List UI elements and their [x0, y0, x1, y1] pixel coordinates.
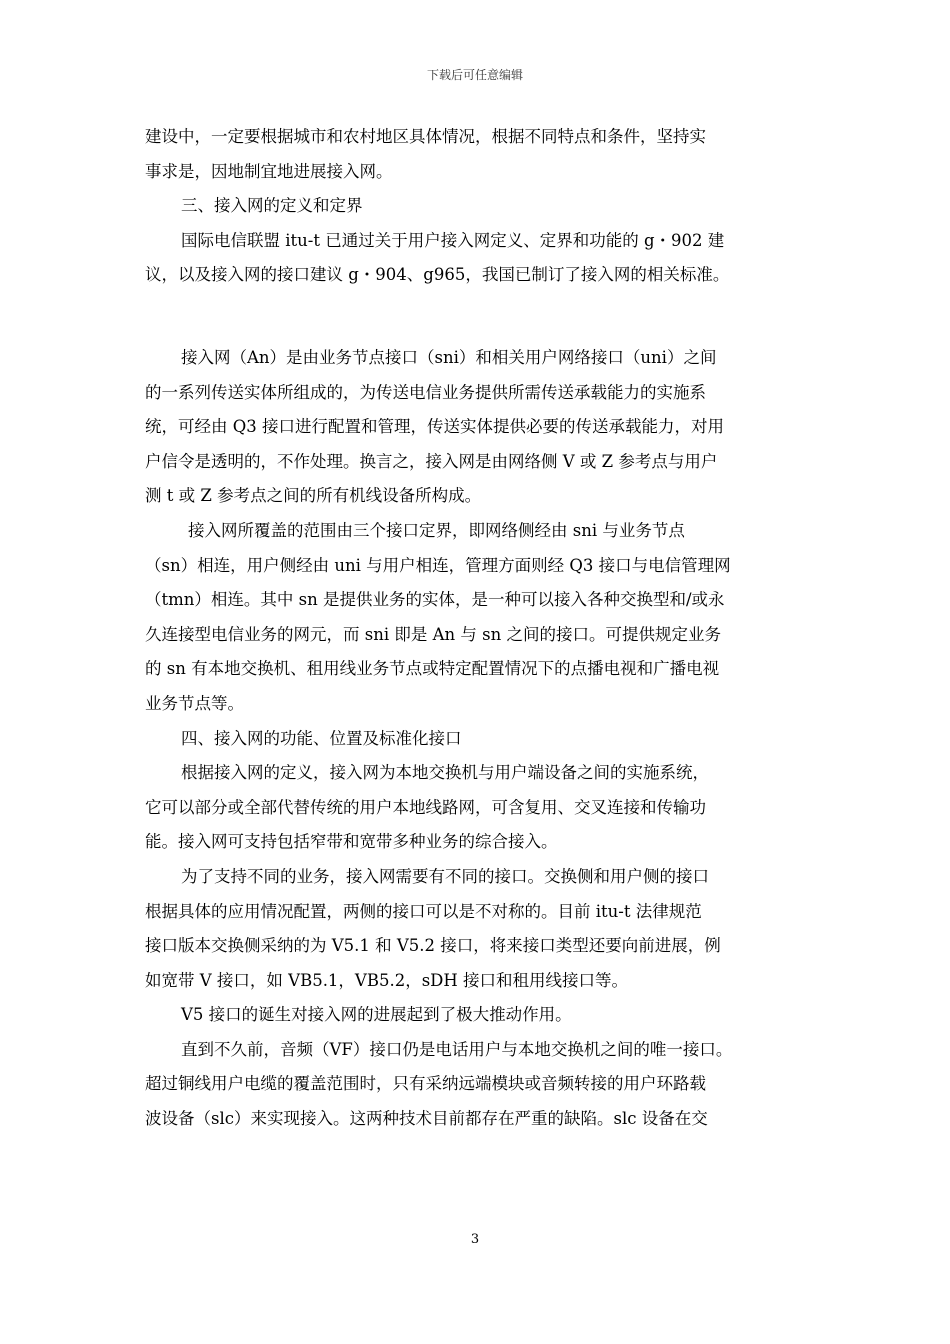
- paragraph-line: 根据接入网的定义，接入网为本地交换机与用户端设备之间的实施系统，: [181, 763, 709, 783]
- paragraph-line: 接入网（An）是由业务节点接口（sni）和相关用户网络接口（uni）之间: [181, 348, 717, 367]
- paragraph-line: 业务节点等。: [145, 693, 244, 713]
- paragraph-line: 建设中，一定要根据城市和农村地区具体情况，根据不同特点和条件，坚持实: [145, 127, 706, 146]
- paragraph-line: 久连接型电信业务的网元，而 sni 即是 An 与 sn 之间的接口。可提供规定业务: [145, 624, 721, 644]
- paragraph-line: 它可以部分或全部代替传统的用户本地线路网，可含复用、交叉连接和传输功: [145, 797, 706, 817]
- paragraph-line: 能。接入网可支持包括窄带和宽带多种业务的综合接入。: [145, 832, 558, 852]
- paragraph-line: 国际电信联盟 itu-t 已通过关于用户接入网定义、定界和功能的 g・902 建: [181, 230, 725, 250]
- paragraph-line: 统，可经由 Q3 接口进行配置和管理，传送实体提供必要的传送承载能力，对用: [145, 417, 725, 437]
- paragraph-line: 议，以及接入网的接口建议 g・904、g965，我国已制订了接入网的相关标准。: [145, 265, 730, 285]
- paragraph-line: V5 接口的诞生对接入网的进展起到了极大推动作用。: [181, 1005, 572, 1025]
- paragraph-line: 事求是，因地制宜地进展接入网。: [145, 161, 393, 181]
- paragraph-line: 测 t 或 Z 参考点之间的所有机线设备所构成。: [145, 486, 482, 506]
- paragraph-line: 为了支持不同的业务，接入网需要有不同的接口。交换侧和用户侧的接口: [181, 866, 709, 886]
- paragraph-line: 根据具体的应用情况配置，两侧的接口可以是不对称的。目前 itu-t 法律规范: [145, 901, 702, 921]
- paragraph-line: 户信令是透明的，不作处理。换言之，接入网是由网络侧 V 或 Z 参考点与用户: [145, 451, 718, 471]
- section-heading: 四、接入网的功能、位置及标准化接口: [181, 728, 462, 748]
- paragraph-line: 直到不久前，音频（VF）接口仍是电话用户与本地交换机之间的唯一接口。: [181, 1039, 733, 1059]
- text-block-2: [145, 341, 810, 1137]
- section-heading: 三、接入网的定义和定界: [181, 196, 363, 216]
- page-header: 下载后可任意编辑: [426, 68, 523, 82]
- paragraph-line: （tmn）相连。其中 sn 是提供业务的实体，是一种可以接入各种交换型和/或永: [145, 590, 725, 610]
- paragraph-line: 的一系列传送实体所组成的，为传送电信业务提供所需传送承载能力的实施系: [145, 382, 706, 402]
- page-number: 3: [470, 1232, 480, 1247]
- paragraph-line: 超过铜线用户电缆的覆盖范围时，只有采纳远端模块或音频转接的用户环路载: [145, 1074, 706, 1094]
- paragraph-line: 接口版本交换侧采纳的为 V5.1 和 V5.2 接口，将来接口类型还要向前进展，例: [145, 936, 721, 956]
- paragraph-line: 的 sn 有本地交换机、租用线业务节点或特定配置情况下的点播电视和广播电视: [145, 659, 720, 679]
- paragraph-line: 接入网所覆盖的范围由三个接口定界，即网络侧经由 sni 与业务节点: [188, 520, 685, 540]
- paragraph-line: 波设备（slc）来实现接入。这两种技术目前都存在严重的缺陷。slc 设备在交: [145, 1109, 708, 1129]
- paragraph-line: 如宽带 V 接口，如 VB5.1，VB5.2，sDH 接口和租用线接口等。: [145, 970, 629, 990]
- text-block-1: [145, 120, 810, 293]
- paragraph-line: （sn）相连，用户侧经由 uni 与用户相连，管理方面则经 Q3 接口与电信管理网: [145, 555, 731, 575]
